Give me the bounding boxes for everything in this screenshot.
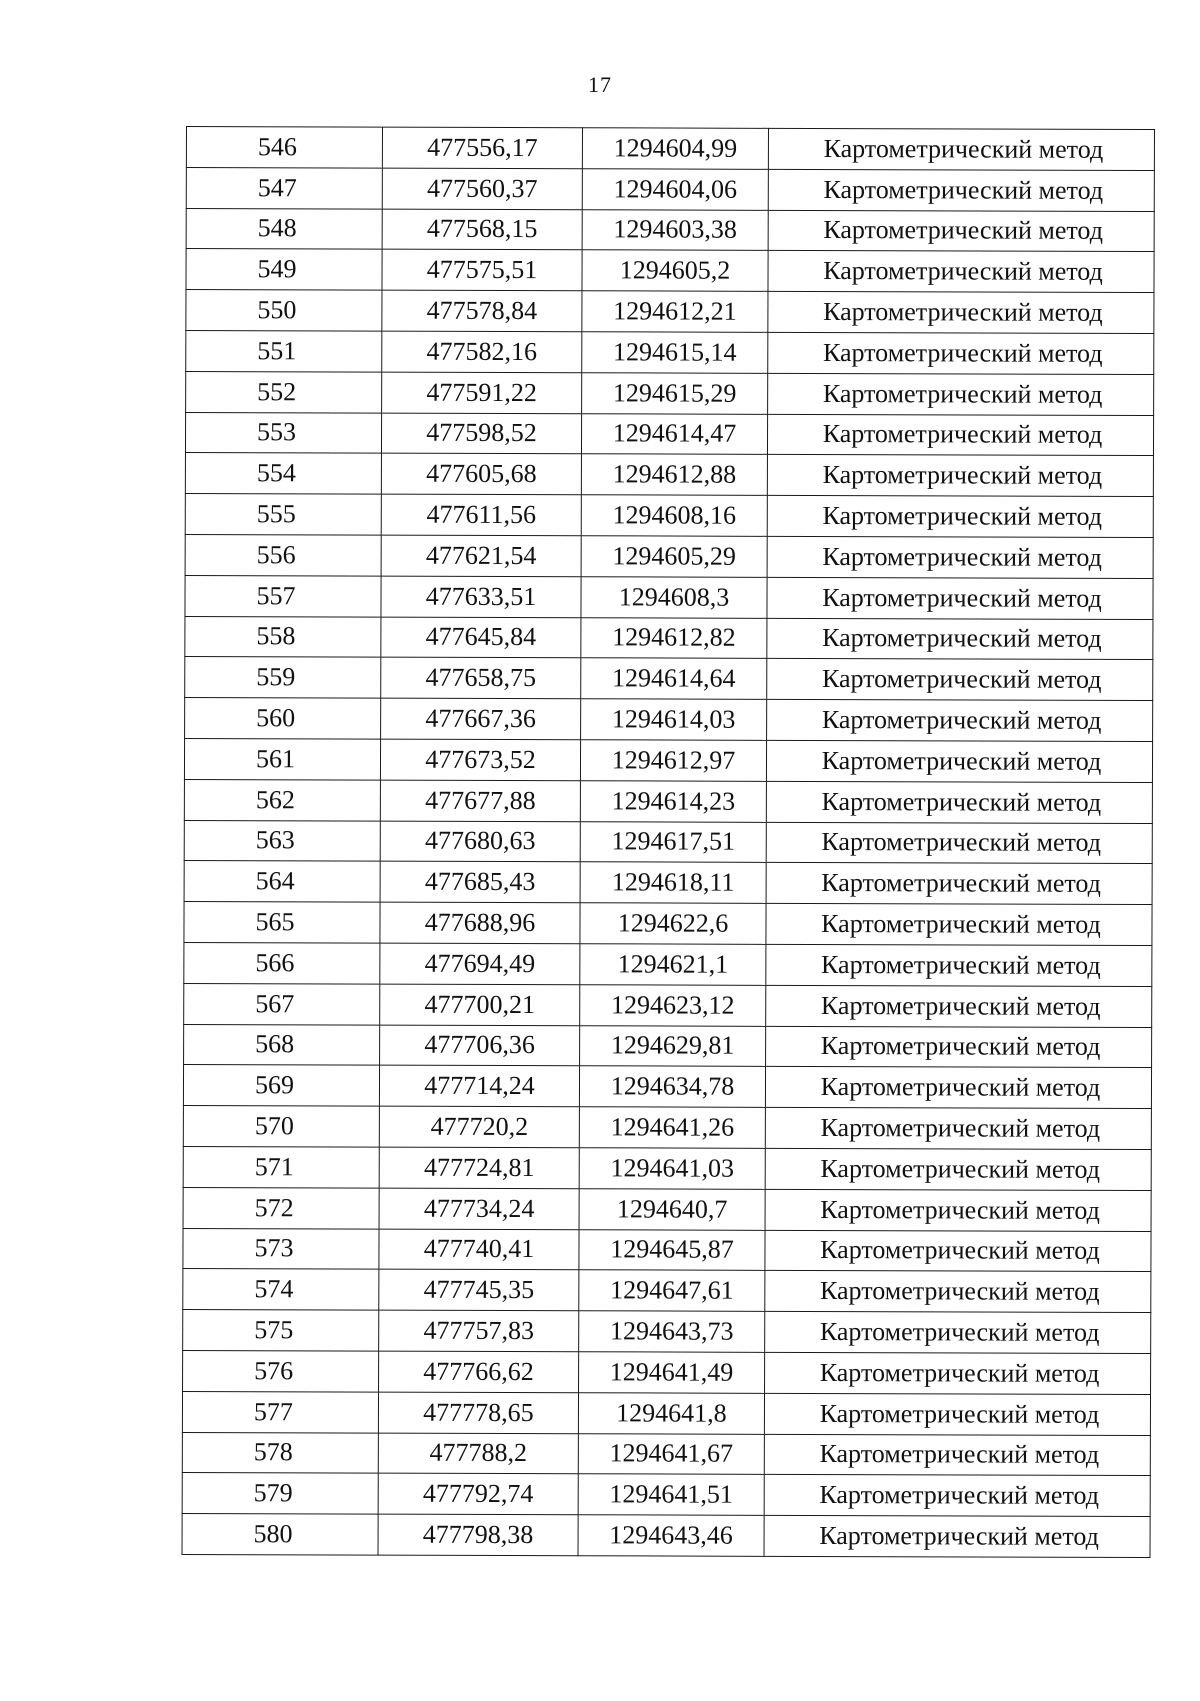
table-row xyxy=(185,657,1153,701)
method-cell: Картометрический метод xyxy=(768,332,1154,374)
y-coordinate-cell: 1294614,03 xyxy=(581,699,767,740)
x-coordinate-cell: 477685,43 xyxy=(380,861,580,902)
method-cell: Картометрический метод xyxy=(765,1352,1151,1394)
y-coordinate-cell: 1294614,23 xyxy=(580,780,766,821)
table-row xyxy=(185,412,1153,456)
method-cell: Картометрический метод xyxy=(768,373,1154,415)
y-coordinate-cell: 1294634,78 xyxy=(579,1066,765,1107)
method-cell: Картометрический метод xyxy=(765,1311,1151,1353)
point-number-cell: 566 xyxy=(184,942,380,983)
x-coordinate-cell: 477578,84 xyxy=(382,290,582,331)
y-coordinate-cell: 1294608,16 xyxy=(581,495,767,536)
method-cell: Картометрический метод xyxy=(767,455,1153,497)
x-coordinate-cell: 477611,56 xyxy=(381,494,581,535)
page-number: 17 xyxy=(588,72,612,97)
table-row xyxy=(186,249,1154,293)
point-number-cell: 574 xyxy=(183,1269,379,1310)
table-row xyxy=(182,1514,1150,1558)
y-coordinate-cell: 1294641,8 xyxy=(578,1392,764,1433)
method-cell: Картометрический метод xyxy=(765,1107,1151,1149)
method-cell: Картометрический метод xyxy=(767,699,1153,741)
table-row xyxy=(185,698,1153,742)
method-cell: Картометрический метод xyxy=(768,210,1154,252)
point-number-cell: 549 xyxy=(186,249,382,290)
point-number-cell: 546 xyxy=(186,127,382,168)
method-cell: Картометрический метод xyxy=(768,128,1154,170)
point-number-cell: 565 xyxy=(184,902,380,943)
method-cell: Картометрический метод xyxy=(768,169,1154,211)
x-coordinate-cell: 477591,22 xyxy=(382,372,582,413)
method-cell: Картометрический метод xyxy=(764,1393,1150,1435)
table-row xyxy=(183,1310,1151,1354)
method-cell: Картометрический метод xyxy=(767,618,1153,660)
point-number-cell: 577 xyxy=(182,1391,378,1432)
x-coordinate-cell: 477621,54 xyxy=(381,535,581,576)
point-number-cell: 568 xyxy=(184,1024,380,1065)
point-number-cell: 575 xyxy=(183,1310,379,1351)
y-coordinate-cell: 1294617,51 xyxy=(580,821,766,862)
x-coordinate-cell: 477645,84 xyxy=(381,617,581,658)
x-coordinate-cell: 477798,38 xyxy=(378,1514,578,1555)
table-row xyxy=(183,1228,1151,1272)
x-coordinate-cell: 477633,51 xyxy=(381,576,581,617)
table-row xyxy=(183,1106,1151,1150)
point-number-cell: 557 xyxy=(185,575,381,616)
method-cell: Картометрический метод xyxy=(767,536,1153,578)
x-coordinate-cell: 477605,68 xyxy=(381,453,581,494)
table-row xyxy=(185,453,1153,497)
method-cell: Картометрический метод xyxy=(766,863,1152,905)
y-coordinate-cell: 1294612,21 xyxy=(582,291,768,332)
y-coordinate-cell: 1294605,2 xyxy=(582,250,768,291)
point-number-cell: 572 xyxy=(183,1187,379,1228)
point-number-cell: 563 xyxy=(184,820,380,861)
point-number-cell: 560 xyxy=(185,698,381,739)
method-cell: Картометрический метод xyxy=(767,496,1153,538)
method-cell: Картометрический метод xyxy=(768,251,1154,293)
table-row xyxy=(184,738,1152,782)
table-row xyxy=(185,534,1153,578)
point-number-cell: 550 xyxy=(186,290,382,331)
y-coordinate-cell: 1294622,6 xyxy=(580,903,766,944)
table-row xyxy=(183,1146,1151,1190)
y-coordinate-cell: 1294629,81 xyxy=(580,1025,766,1066)
x-coordinate-cell: 477575,51 xyxy=(382,250,582,291)
x-coordinate-cell: 477766,62 xyxy=(379,1351,579,1392)
x-coordinate-cell: 477714,24 xyxy=(379,1065,579,1106)
coordinates-table xyxy=(182,126,1155,1558)
table-row xyxy=(184,779,1152,823)
x-coordinate-cell: 477778,65 xyxy=(378,1392,578,1433)
y-coordinate-cell: 1294641,26 xyxy=(579,1107,765,1148)
y-coordinate-cell: 1294641,49 xyxy=(579,1352,765,1393)
point-number-cell: 571 xyxy=(183,1146,379,1187)
x-coordinate-cell: 477568,15 xyxy=(382,209,582,250)
point-number-cell: 559 xyxy=(185,657,381,698)
point-number-cell: 562 xyxy=(184,779,380,820)
y-coordinate-cell: 1294615,29 xyxy=(582,373,768,414)
x-coordinate-cell: 477724,81 xyxy=(379,1147,579,1188)
y-coordinate-cell: 1294623,12 xyxy=(580,984,766,1025)
method-cell: Картометрический метод xyxy=(767,414,1153,456)
y-coordinate-cell: 1294643,46 xyxy=(578,1515,764,1556)
x-coordinate-cell: 477788,2 xyxy=(378,1433,578,1474)
table-row xyxy=(184,983,1152,1027)
point-number-cell: 552 xyxy=(186,371,382,412)
point-number-cell: 570 xyxy=(183,1106,379,1147)
table-row xyxy=(186,330,1154,374)
table-row xyxy=(182,1432,1150,1476)
x-coordinate-cell: 477792,74 xyxy=(378,1473,578,1514)
method-cell: Картометрический метод xyxy=(764,1515,1150,1557)
point-number-cell: 556 xyxy=(185,534,381,575)
x-coordinate-cell: 477694,49 xyxy=(380,943,580,984)
y-coordinate-cell: 1294605,29 xyxy=(581,536,767,577)
y-coordinate-cell: 1294621,1 xyxy=(580,944,766,985)
method-cell: Картометрический метод xyxy=(764,1434,1150,1476)
y-coordinate-cell: 1294641,67 xyxy=(578,1433,764,1474)
point-number-cell: 567 xyxy=(184,983,380,1024)
point-number-cell: 579 xyxy=(182,1473,378,1514)
method-cell: Картометрический метод xyxy=(765,1067,1151,1109)
point-number-cell: 578 xyxy=(182,1432,378,1473)
point-number-cell: 555 xyxy=(185,494,381,535)
point-number-cell: 573 xyxy=(183,1228,379,1269)
method-cell: Картометрический метод xyxy=(766,822,1152,864)
x-coordinate-cell: 477560,37 xyxy=(382,168,582,209)
method-cell: Картометрический метод xyxy=(766,903,1152,945)
point-number-cell: 547 xyxy=(186,167,382,208)
point-number-cell: 553 xyxy=(185,412,381,453)
method-cell: Картометрический метод xyxy=(764,1475,1150,1517)
x-coordinate-cell: 477673,52 xyxy=(380,739,580,780)
x-coordinate-cell: 477658,75 xyxy=(381,657,581,698)
table-row xyxy=(185,494,1153,538)
y-coordinate-cell: 1294614,64 xyxy=(581,658,767,699)
table-row xyxy=(183,1065,1151,1109)
table-row xyxy=(182,1473,1150,1517)
x-coordinate-cell: 477745,35 xyxy=(379,1269,579,1310)
x-coordinate-cell: 477720,2 xyxy=(379,1106,579,1147)
table-row xyxy=(186,167,1154,211)
table-row xyxy=(183,1350,1151,1394)
x-coordinate-cell: 477598,52 xyxy=(381,413,581,454)
table-row xyxy=(184,942,1152,986)
y-coordinate-cell: 1294643,73 xyxy=(579,1311,765,1352)
y-coordinate-cell: 1294647,61 xyxy=(579,1270,765,1311)
y-coordinate-cell: 1294612,88 xyxy=(581,454,767,495)
table-row xyxy=(186,127,1154,171)
table-row xyxy=(184,902,1152,946)
method-cell: Картометрический метод xyxy=(766,781,1152,823)
point-number-cell: 551 xyxy=(186,330,382,371)
table-row xyxy=(184,861,1152,905)
method-cell: Картометрический метод xyxy=(768,292,1154,334)
method-cell: Картометрический метод xyxy=(767,577,1153,619)
table-row xyxy=(185,616,1153,660)
y-coordinate-cell: 1294612,82 xyxy=(581,617,767,658)
table-row xyxy=(182,1391,1150,1435)
method-cell: Картометрический метод xyxy=(767,659,1153,701)
table-row xyxy=(186,290,1154,334)
table-row xyxy=(186,208,1154,252)
y-coordinate-cell: 1294604,06 xyxy=(582,169,768,210)
table-row xyxy=(184,820,1152,864)
table-row xyxy=(186,371,1154,415)
method-cell: Картометрический метод xyxy=(765,1271,1151,1313)
point-number-cell: 558 xyxy=(185,616,381,657)
x-coordinate-cell: 477706,36 xyxy=(380,1025,580,1066)
x-coordinate-cell: 477667,36 xyxy=(381,698,581,739)
table-row xyxy=(185,575,1153,619)
y-coordinate-cell: 1294641,51 xyxy=(578,1474,764,1515)
y-coordinate-cell: 1294640,7 xyxy=(579,1188,765,1229)
coordinates-table-body xyxy=(182,127,1154,1558)
y-coordinate-cell: 1294641,03 xyxy=(579,1148,765,1189)
point-number-cell: 554 xyxy=(185,453,381,494)
x-coordinate-cell: 477680,63 xyxy=(380,821,580,862)
point-number-cell: 580 xyxy=(182,1514,378,1555)
y-coordinate-cell: 1294603,38 xyxy=(582,209,768,250)
method-cell: Картометрический метод xyxy=(765,1148,1151,1190)
y-coordinate-cell: 1294604,99 xyxy=(582,128,768,169)
point-number-cell: 564 xyxy=(184,861,380,902)
point-number-cell: 548 xyxy=(186,208,382,249)
x-coordinate-cell: 477677,88 xyxy=(380,780,580,821)
table-row xyxy=(183,1269,1151,1313)
x-coordinate-cell: 477556,17 xyxy=(382,127,582,168)
y-coordinate-cell: 1294615,14 xyxy=(582,332,768,373)
x-coordinate-cell: 477740,41 xyxy=(379,1229,579,1270)
x-coordinate-cell: 477734,24 xyxy=(379,1188,579,1229)
point-number-cell: 561 xyxy=(184,738,380,779)
y-coordinate-cell: 1294612,97 xyxy=(580,740,766,781)
table-row xyxy=(183,1187,1151,1231)
method-cell: Картометрический метод xyxy=(766,985,1152,1027)
method-cell: Картометрический метод xyxy=(765,1189,1151,1231)
y-coordinate-cell: 1294645,87 xyxy=(579,1229,765,1270)
x-coordinate-cell: 477757,83 xyxy=(379,1310,579,1351)
point-number-cell: 576 xyxy=(183,1350,379,1391)
x-coordinate-cell: 477700,21 xyxy=(380,984,580,1025)
method-cell: Картометрический метод xyxy=(766,1026,1152,1068)
y-coordinate-cell: 1294618,11 xyxy=(580,862,766,903)
y-coordinate-cell: 1294614,47 xyxy=(581,413,767,454)
table-row xyxy=(184,1024,1152,1068)
method-cell: Картометрический метод xyxy=(765,1230,1151,1272)
point-number-cell: 569 xyxy=(183,1065,379,1106)
x-coordinate-cell: 477688,96 xyxy=(380,902,580,943)
y-coordinate-cell: 1294608,3 xyxy=(581,577,767,618)
method-cell: Картометрический метод xyxy=(766,740,1152,782)
x-coordinate-cell: 477582,16 xyxy=(382,331,582,372)
method-cell: Картометрический метод xyxy=(766,944,1152,986)
